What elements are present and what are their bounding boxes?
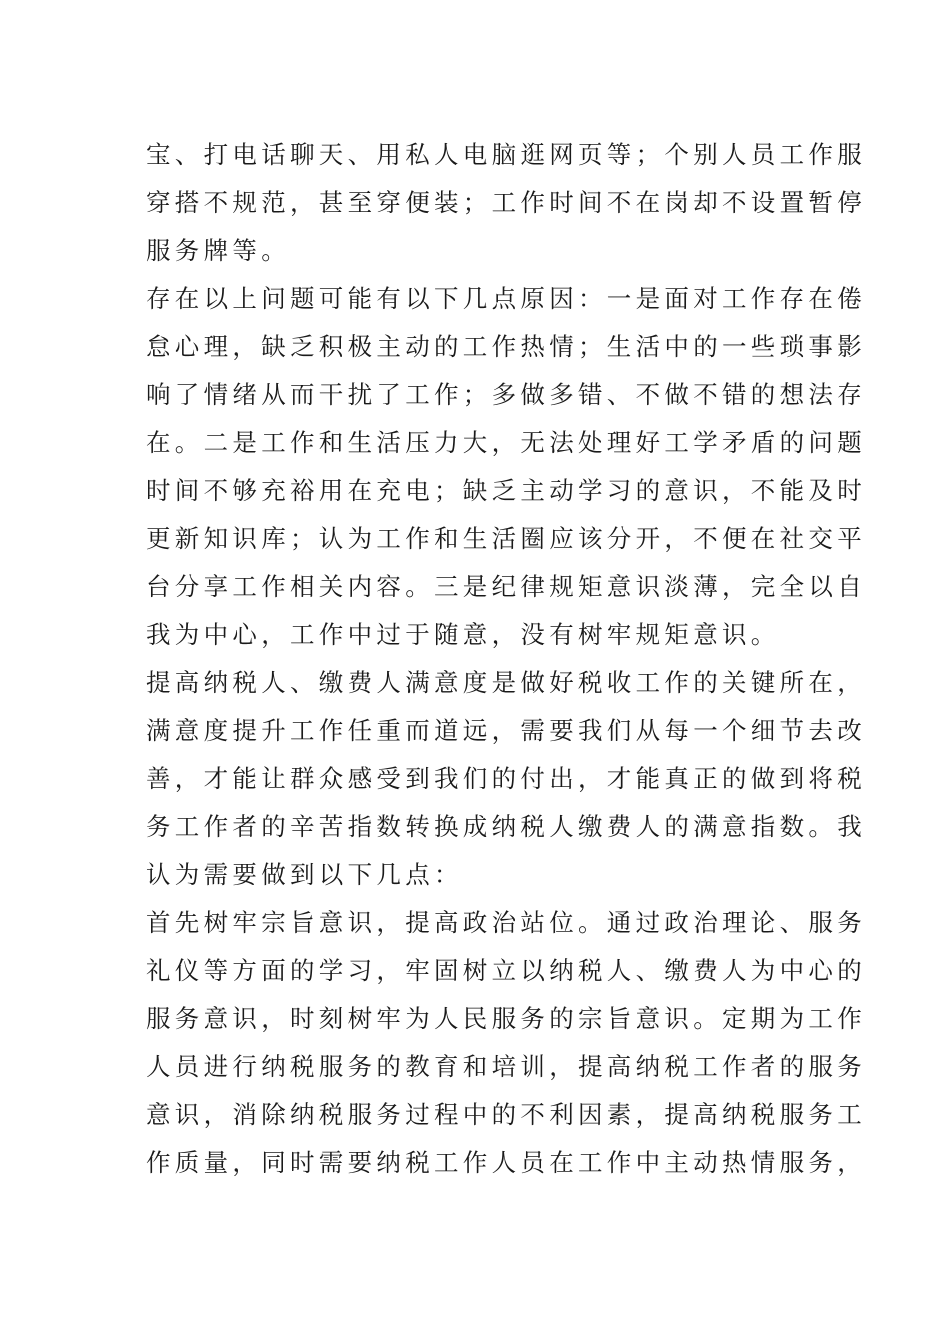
- text-line: 我为中心，工作中过于随意，没有树牢规矩意识。: [146, 620, 780, 649]
- text-line: 服务牌等。: [146, 236, 290, 265]
- paragraph-4: [146, 899, 866, 1187]
- text-line: 怠心理，缺乏积极主动的工作热情；生活中的一些琐事影: [146, 332, 866, 361]
- text-line: 提高纳税人、缴费人满意度是做好税收工作的关键所在，: [146, 668, 866, 697]
- text-line: 首先树牢宗旨意识，提高政治站位。通过政治理论、服务: [146, 908, 866, 937]
- paragraph-1: [146, 131, 866, 275]
- text-line: 礼仪等方面的学习，牢固树立以纳税人、缴费人为中心的: [146, 956, 866, 985]
- text-line: 务工作者的辛苦指数转换成纳税人缴费人的满意指数。我: [146, 812, 866, 841]
- text-line: 宝、打电话聊天、用私人电脑逛网页等；个别人员工作服: [146, 140, 866, 169]
- text-line: 作质量，同时需要纳税工作人员在工作中主动热情服务，: [146, 1148, 866, 1177]
- text-line: 人员进行纳税服务的教育和培训，提高纳税工作者的服务: [146, 1052, 866, 1081]
- text-line: 更新知识库；认为工作和生活圈应该分开，不便在社交平: [146, 524, 866, 553]
- text-line: 意识，消除纳税服务过程中的不利因素，提高纳税服务工: [146, 1100, 866, 1129]
- text-line: 响了情绪从而干扰了工作；多做多错、不做不错的想法存: [146, 380, 866, 409]
- text-line: 在。二是工作和生活压力大，无法处理好工学矛盾的问题: [146, 428, 866, 457]
- paragraph-2: [146, 275, 866, 659]
- text-line: 时间不够充裕用在充电；缺乏主动学习的意识，不能及时: [146, 476, 866, 505]
- text-line: 服务意识，时刻树牢为人民服务的宗旨意识。定期为工作: [146, 1004, 866, 1033]
- text-line: 穿搭不规范，甚至穿便装；工作时间不在岗却不设置暂停: [146, 188, 866, 217]
- text-line: 台分享工作相关内容。三是纪律规矩意识淡薄，完全以自: [146, 572, 866, 601]
- text-line: 满意度提升工作任重而道远，需要我们从每一个细节去改: [146, 716, 866, 745]
- text-line: 存在以上问题可能有以下几点原因：一是面对工作存在倦: [146, 284, 866, 313]
- text-line: 善，才能让群众感受到我们的付出，才能真正的做到将税: [146, 764, 866, 793]
- document-body: [146, 131, 866, 1187]
- text-line: 认为需要做到以下几点：: [146, 860, 463, 889]
- paragraph-3: [146, 659, 866, 899]
